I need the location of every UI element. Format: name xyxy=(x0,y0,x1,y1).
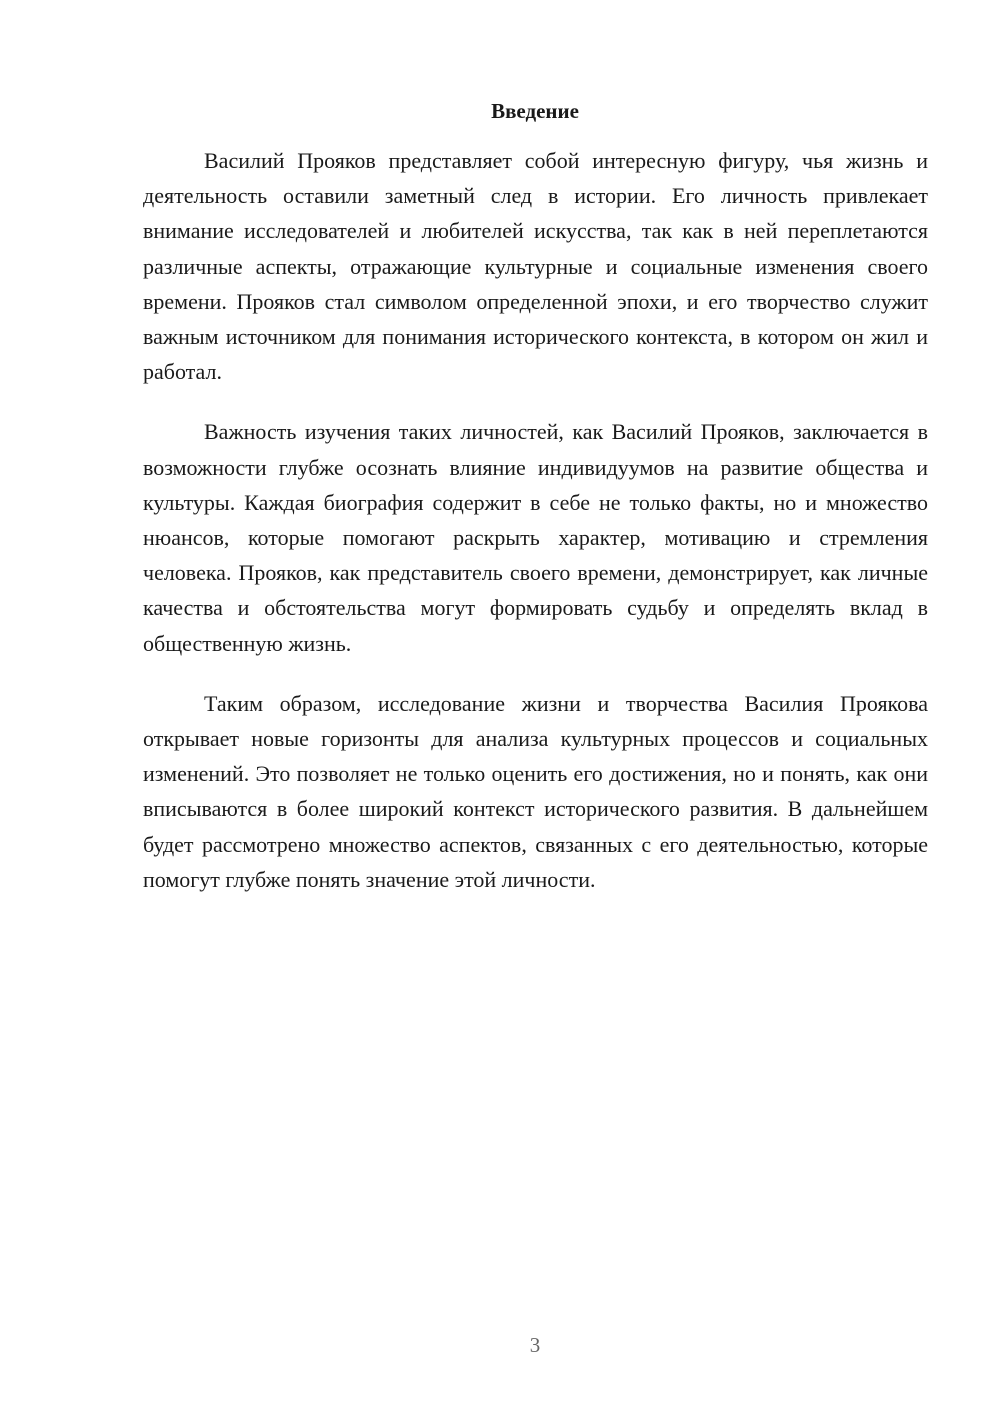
document-body xyxy=(143,143,928,922)
paragraph-2: Важность изучения таких личностей, как Василий Прояков, заключается в возможности глубже осознать влияние индивидуумов на развитие общества и культуры. Каждая биография содержит в себе не только факты, но и множество нюансов, которые помогают раскрыть характер, мотивацию и стремления человека. Прояков, как представитель своего времени, демонстрирует, как личные качества и обстоятельства могут формировать судьбу и определять вклад в общественную жизнь. xyxy=(143,419,928,656)
paragraph-1: Василий Прояков представляет собой интересную фигуру, чья жизнь и деятельность оставили заметный след в истории. Его личность привлекает внимание исследователей и любителей искусства, так как в ней переплетаются различные аспекты, отражающие культурные и социальные изменения своего времени. Прояков стал символом определенной эпохи, и его творчество служит важным источником для понимания исторического контекста, в котором он жил и работал. xyxy=(143,148,928,385)
page-number: 3 xyxy=(529,1333,541,1357)
paragraph-3: Таким образом, исследование жизни и творчества Василия Проякова открывает новые горизонты для анализа культурных процессов и социальных изменений. Это позволяет не только оценить его достижения, но и понять, как они вписываются в более широкий контекст исторического развития. В дальнейшем будет рассмотрено множество аспектов, связанных с его деятельностью, которые помогут глубже понять значение этой личности. xyxy=(143,690,928,892)
section-heading: Введение xyxy=(491,99,579,123)
